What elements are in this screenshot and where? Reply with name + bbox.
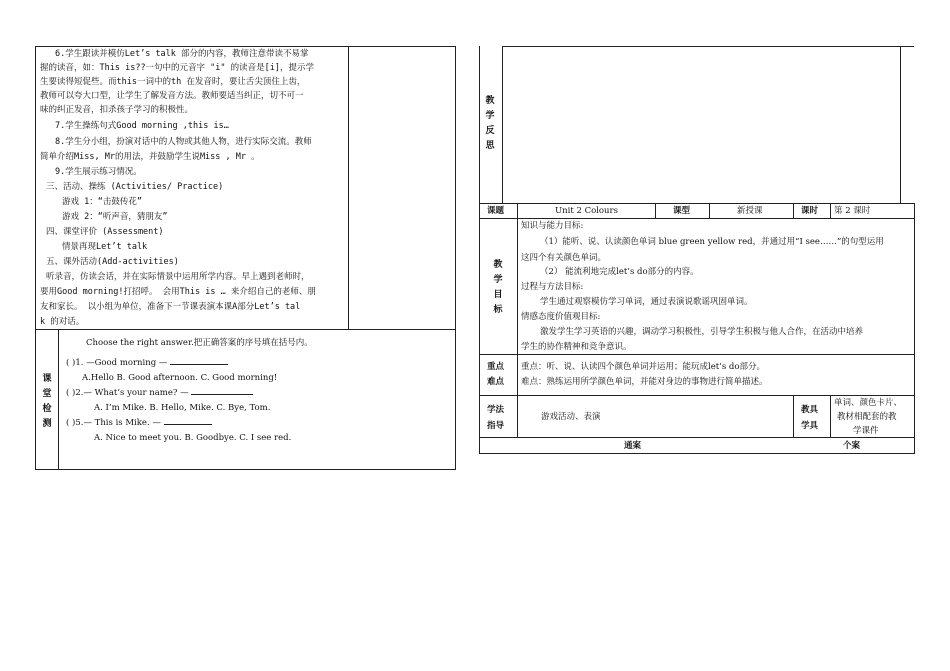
goal-line: 情感态度价值观目标: (521, 312, 601, 322)
section-heading: 四、课堂评价 (Assessment) (46, 227, 164, 237)
step-line: k 的对话。 (40, 317, 85, 327)
tools-value-line: 单词、颜色卡片、 (834, 398, 903, 408)
individual-plan-label: 个案 (843, 441, 861, 451)
step-line: 友和家长。 以小组为单位，准备下一节课表演本课A部分Let’s tal (40, 302, 301, 312)
hours-label: 课时 (801, 206, 819, 216)
question: ( )5.— This is Mike. — (66, 415, 212, 430)
step-line: 生要读得短促些。而this一词中的th 在发音时，要让舌尖顶住上齿， (40, 77, 306, 87)
step-line: 6.学生跟读并模仿Let’s talk 部分的内容，教师注意带读不易掌 (55, 49, 309, 59)
goals-label: 教学目标 (493, 260, 503, 315)
difficulty-label: 难点 (487, 377, 505, 387)
goal-line: 知识与能力目标: (521, 221, 584, 231)
goal-line: （1）能听、说、认读颜色单词 blue green yellow red，并通过用“I see……”的句型运用 (540, 237, 884, 247)
method-label: 学法 (487, 405, 505, 415)
question-options: A. I’m Mike. B. Hello, Mike. C. Bye, Tom. (94, 403, 271, 413)
question: ( )1. —Good morning — (66, 355, 228, 370)
general-plan-label: 通案 (624, 441, 642, 451)
step-line: 握的读音，如：This is??一句中的元音字 "i" 的读音是[i]，提示学 (40, 63, 314, 73)
goal-line: （2） 能流利地完成let’s do部分的内容。 (540, 267, 699, 277)
answer-blank (191, 385, 253, 395)
question: ( )2.— What’s your name? — (66, 385, 253, 400)
check-instruction: Choose the right answer.把正确答案的序号填在括号内。 (86, 338, 313, 348)
tools-value-line: 学课件 (853, 426, 879, 436)
goal-line: 这四个有关颜色单词。 (521, 253, 607, 263)
question-options: A. Nice to meet you. B. Goodbye. C. I see red. (94, 433, 292, 443)
section-heading: 五、课外活动(Add-activities) (46, 257, 179, 267)
lesson-type-label: 课型 (673, 206, 691, 216)
lesson-type-value: 新授课 (737, 206, 763, 216)
keypoint-label: 重点 (487, 362, 505, 372)
reflection-label: 教学反思 (485, 96, 495, 151)
step-line: 简单介绍Miss, Mr的用法，并鼓励学生说Miss , Mr 。 (40, 152, 260, 162)
method-label-2: 指导 (487, 421, 505, 431)
step-line: 听录音，仿读会话，并在实际情景中运用所学内容。早上遇到老师时， (46, 272, 310, 282)
answer-blank (170, 355, 228, 365)
goal-line: 激发学生学习英语的兴趣，调动学习积极性，引导学生积极与他人合作，在活动中培养 (540, 327, 864, 337)
keypoint-value: 重点：听、说、认读四个颜色单词并运用；能玩成let’s do部分。 (521, 362, 765, 372)
goal-line: 学生通过观察模仿学习单词，通过表演说歌谣巩固单词。 (540, 297, 753, 307)
answer-blank (164, 415, 212, 425)
tools-label-2: 学具 (801, 421, 819, 431)
hours-value: 第 2 课时 (834, 206, 871, 216)
goal-line: 过程与方法目标: (521, 282, 584, 292)
step-line: 情景再现Let’t talk (62, 242, 148, 252)
step-line: 游戏 1：“击鼓传花” (62, 197, 142, 207)
question-options: A.Hello B. Good afternoon. C. Good morning! (82, 373, 278, 383)
difficulty-value: 难点：熟练运用所学颜色单词，并能对身边的事物进行简单描述。 (521, 377, 768, 387)
method-value: 游戏活动、表演 (541, 412, 601, 422)
step-line: 味的纠正发音，扣杀孩子学习的积极性。 (40, 105, 194, 115)
step-line: 教师可以夸大口型，让学生了解发音方法。教师要适当纠正，切不可一 (40, 91, 304, 101)
topic-value: Unit 2 Colours (555, 206, 618, 216)
step-line: 游戏 2：“听声音，猜朋友” (62, 212, 168, 222)
goal-line: 学生的协作精神和竞争意识。 (521, 342, 632, 352)
topic-label: 课题 (487, 206, 505, 216)
tools-label: 教具 (801, 405, 819, 415)
step-line: 8.学生分小组，扮演对话中的人物或其他人物，进行实际交流。教师 (55, 137, 312, 147)
step-line: 9.学生展示练习情况。 (55, 167, 142, 177)
section-heading: 三、活动、操练 (Activities/ Practice) (46, 182, 224, 192)
step-line: 要用Good morning!打招呼。 会用This is … 来介绍自己的老师、朋 (40, 287, 316, 297)
check-label: 课堂检测 (42, 374, 52, 429)
step-line: 7.学生操练句式Good morning ,this is… (55, 121, 229, 131)
tools-value-line: 教材相配套的教 (837, 412, 897, 422)
